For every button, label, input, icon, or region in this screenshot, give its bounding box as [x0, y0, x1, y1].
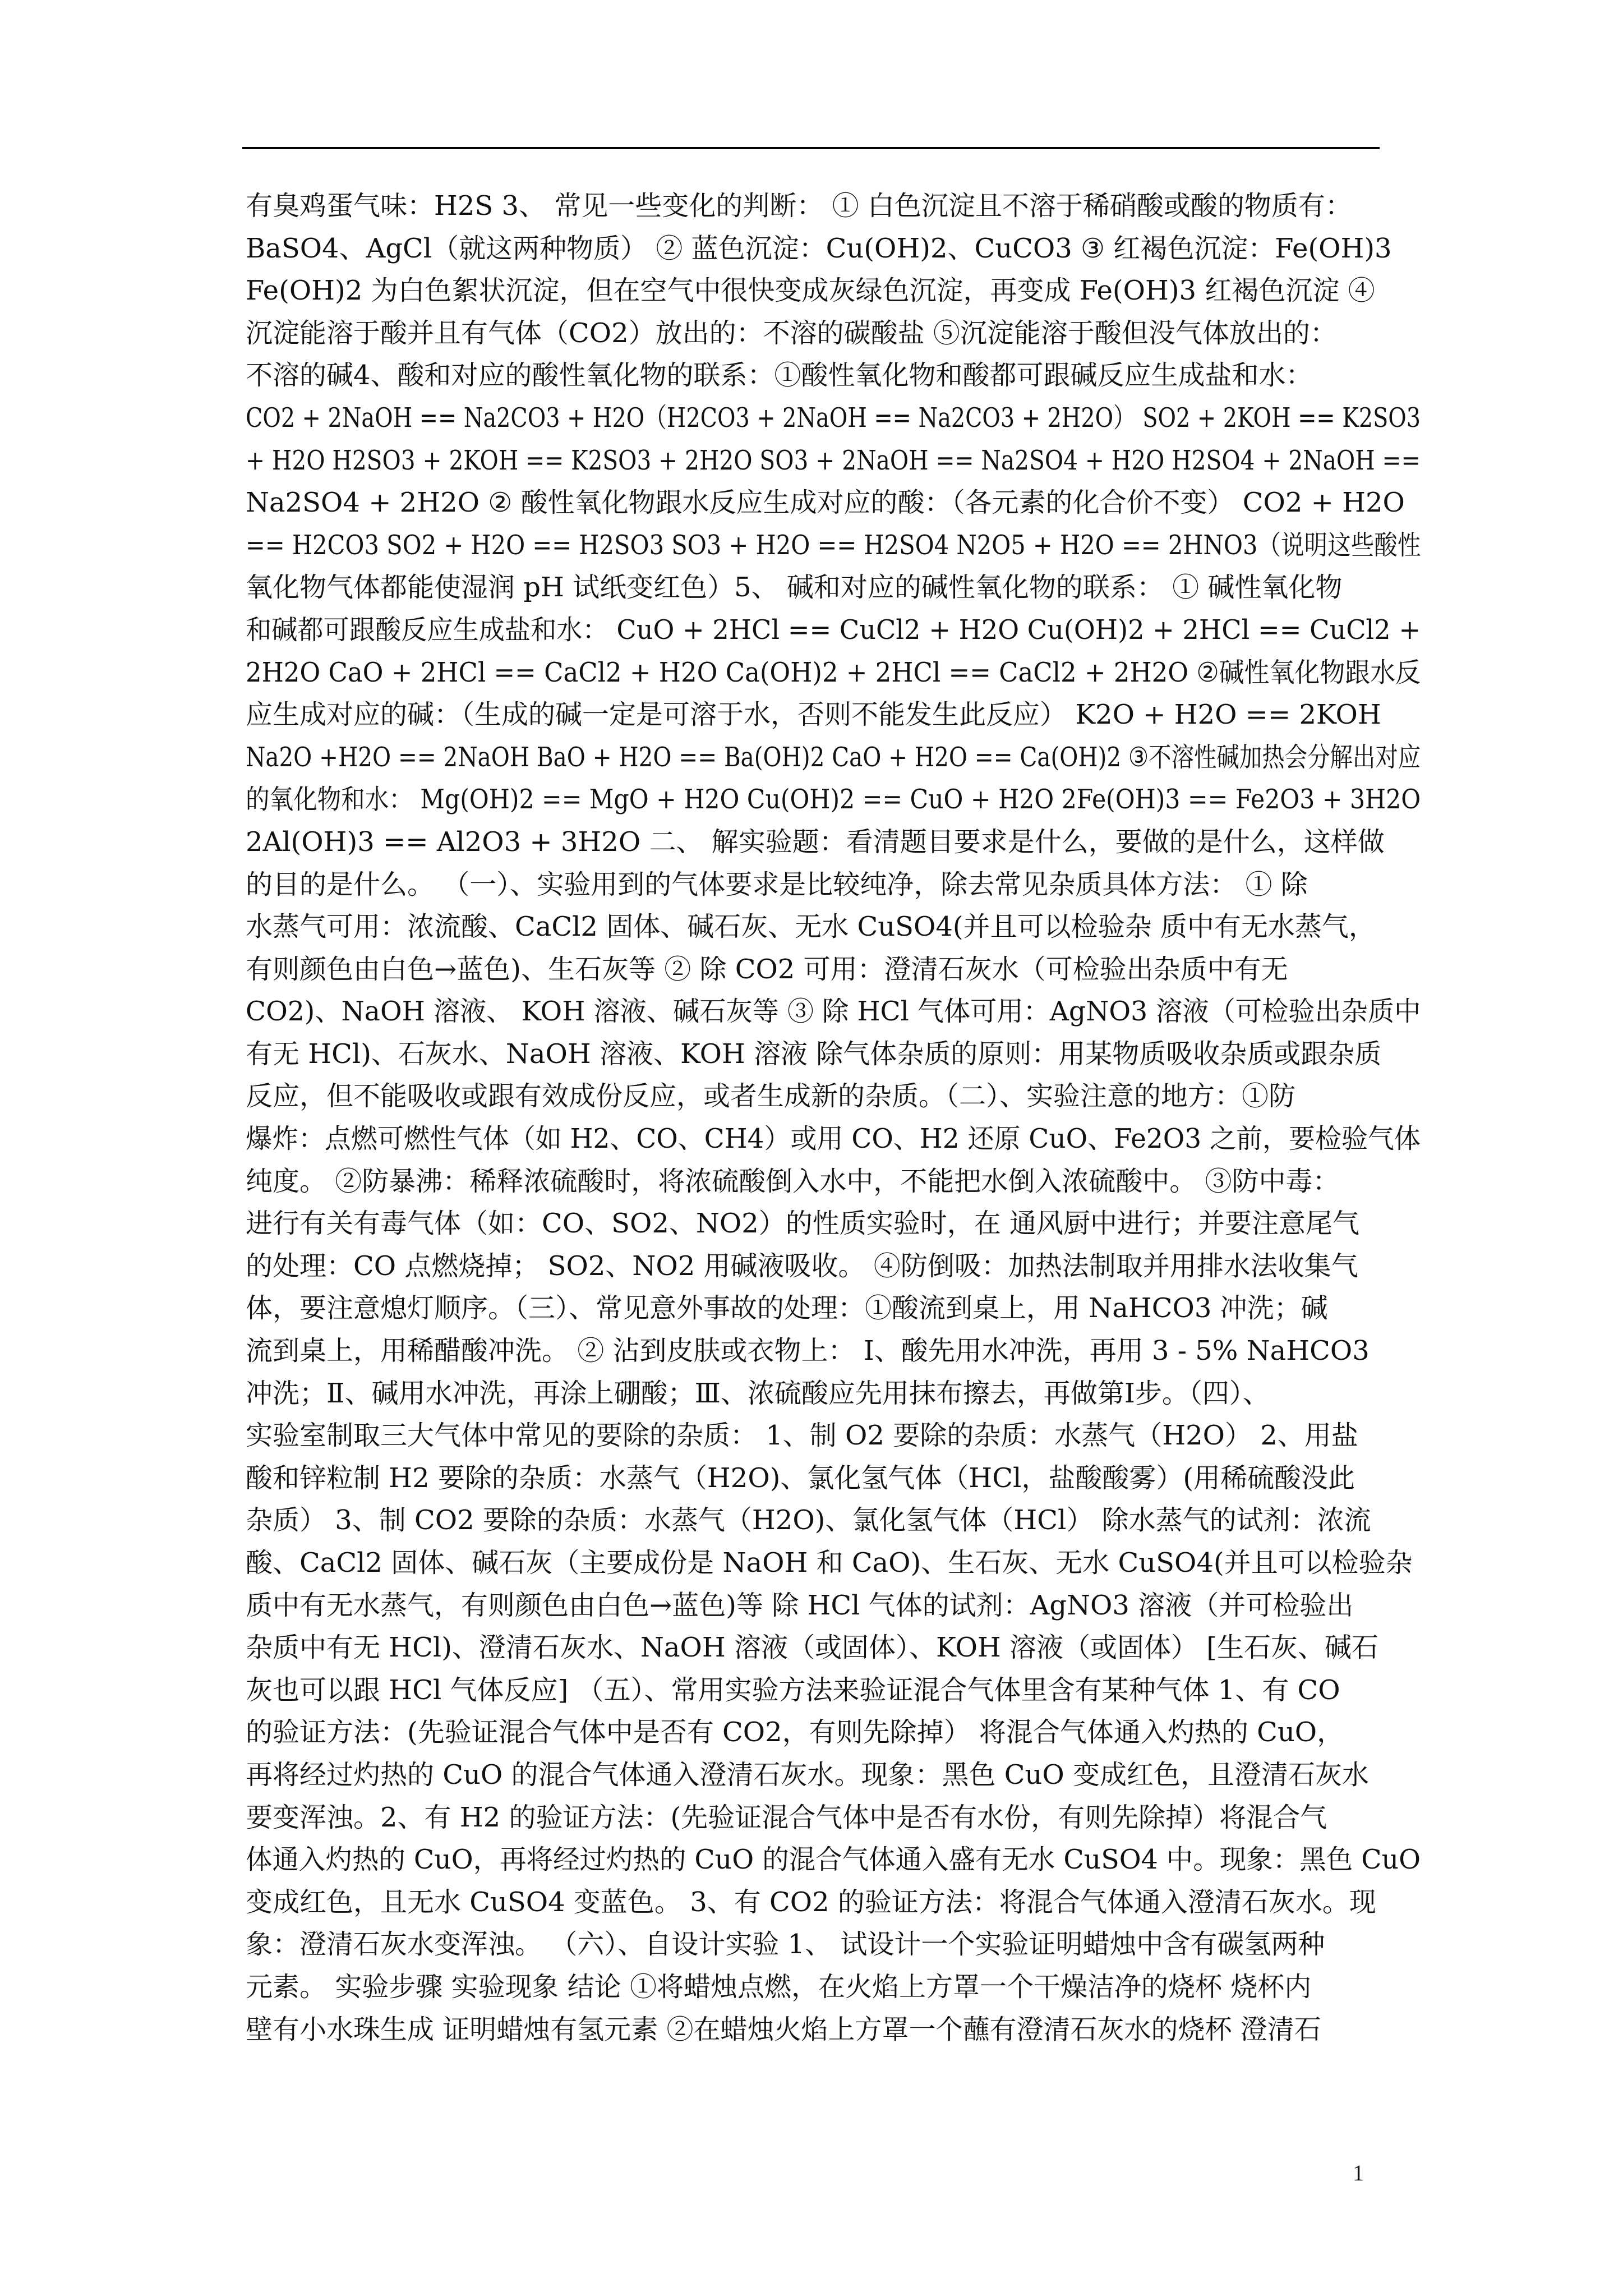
text-line: 杂质） 3、制 CO2 要除的杂质：水蒸气（H2O)、氯化氢气体（HCl） 除水蒸气的试剂：浓流 [246, 1504, 1371, 1536]
text-line: 反应，但不能吸收或跟有效成份反应，或者生成新的杂质。（二）、实验注意的地方：①防 [246, 1080, 1296, 1112]
text-line: CO2)、NaOH 溶液、 KOH 溶液、碱石灰等 ③ 除 HCl 气体可用：AgNO3 溶液（可检验出杂质中 [246, 996, 1421, 1028]
text-line: 的氧化物和水： Mg(OH)2 == MgO + H2O Cu(OH)2 == CuO + H2O 2Fe(OH)3 == Fe2O3 + 3H2O [246, 784, 1421, 816]
text-line: 2Al(OH)3 == Al2O3 + 3H2O 二、 解实验题：看清题目要求是什么，要做的是什么，这样做 [246, 826, 1385, 858]
text-line: 实验室制取三大气体中常见的要除的杂质： 1、制 O2 要除的杂质：水蒸气（H2O） 2、用盐 [246, 1420, 1358, 1452]
text-line: 流到桌上，用稀醋酸冲洗。 ② 沾到皮肤或衣物上： Ⅰ、酸先用水冲洗，再用 3 - 5% NaHCO3 [246, 1335, 1370, 1367]
text-line: 酸、CaCl2 固体、碱石灰（主要成份是 NaOH 和 CaO)、生石灰、无水 CuSO4(并且可以检验杂 [246, 1547, 1413, 1579]
text-line: 纯度。 ②防暴沸：稀释浓硫酸时，将浓硫酸倒入水中，不能把水倒入浓硫酸中。 ③防中毒： [246, 1165, 1340, 1197]
text-line: 沉淀能溶于酸并且有气体（CO2）放出的：不溶的碳酸盐 ⑤沉淀能溶于酸但没气体放出的： [246, 317, 1337, 349]
text-line: 变成红色，且无水 CuSO4 变蓝色。 3、有 CO2 的验证方法：将混合气体通入澄清石灰水。现 [246, 1886, 1376, 1918]
text-line: BaSO4、AgCl（就这两种物质） ② 蓝色沉淀：Cu(OH)2、CuCO3 ③ 红褐色沉淀：Fe(OH)3 [246, 232, 1392, 264]
page-number: 1 [1353, 2160, 1364, 2185]
text-line: 酸和锌粒制 H2 要除的杂质：水蒸气（H2O)、氯化氢气体（HCl，盐酸酸雾）(用稀硫酸没此 [246, 1462, 1355, 1494]
text-line: 体，要注意熄灯顺序。（三）、常见意外事故的处理：①酸流到桌上，用 NaHCO3 冲洗；碱 [246, 1292, 1328, 1324]
text-line: 2H2O CaO + 2HCl == CaCl2 + H2O Ca(OH)2 + 2HCl == CaCl2 + 2H2O ②碱性氧化物跟水反 [246, 656, 1421, 688]
text-line: 杂质中有无 HCl)、澄清石灰水、NaOH 溶液（或固体）、KOH 溶液（或固体） [生石灰、碱石 [246, 1632, 1379, 1664]
text-line: 的验证方法：(先验证混合气体中是否有 CO2，有则先除掉） 将混合气体通入灼热的 CuO， [246, 1717, 1344, 1749]
text-line: 和碱都可跟酸反应生成盐和水： CuO + 2HCl == CuCl2 + H2O Cu(OH)2 + 2HCl == CuCl2 + [246, 614, 1421, 646]
text-line: 壁有小水珠生成 证明蜡烛有氢元素 ②在蜡烛火焰上方罩一个蘸有澄清石灰水的烧杯 澄清石 [246, 2013, 1321, 2045]
text-line: 象：澄清石灰水变浑浊。 （六）、自设计实验 1、 试设计一个实验证明蜡烛中含有碳氢两种 [246, 1929, 1325, 1961]
body-text [246, 185, 1421, 2051]
text-line: 的目的是什么。 （一）、实验用到的气体要求是比较纯净，除去常见杂质具体方法： ① 除 [246, 868, 1308, 900]
text-line: 的处理：CO 点燃烧掉； SO2、NO2 用碱液吸收。 ④防倒吸：加热法制取并用排水法收集气 [246, 1250, 1358, 1282]
text-line: Na2SO4 + 2H2O ② 酸性氧化物跟水反应生成对应的酸：（各元素的化合价不变） CO2 + H2O [246, 487, 1405, 519]
text-line: 进行有关有毒气体（如：CO、SO2、NO2）的性质实验时，在 通风厨中进行；并要注意尾气 [246, 1208, 1360, 1240]
text-line: 要变浑浊。2、有 H2 的验证方法：(先验证混合气体中是否有水份，有则先除掉）将混合气 [246, 1801, 1327, 1833]
text-line: Fe(OH)2 为白色絮状沉淀，但在空气中很快变成灰绿色沉淀，再变成 Fe(OH)3 红褐色沉淀 ④ [246, 275, 1375, 307]
text-line: CO2 + 2NaOH == Na2CO3 + H2O（H2CO3 + 2NaOH == Na2CO3 + 2H2O） SO2 + 2KOH == K2SO3 [246, 402, 1421, 434]
text-line: 氧化物气体都能使湿润 pH 试纸变红色）5、 碱和对应的碱性氧化物的联系： ① 碱性氧化物 [246, 572, 1343, 604]
text-line: 冲洗；Ⅱ、碱用水冲洗，再涂上硼酸；Ⅲ、浓硫酸应先用抹布擦去，再做第Ⅰ步。（四）、 [246, 1377, 1270, 1409]
text-line: 元素。 实验步骤 实验现象 结论 ①将蜡烛点燃，在火焰上方罩一个干燥洁净的烧杯 烧杯内 [246, 1971, 1312, 2003]
header-rule [242, 147, 1380, 149]
text-line: 有臭鸡蛋气味：H2S 3、 常见一些变化的判断： ① 白色沉淀且不溶于稀硝酸或酸的物质有： [246, 190, 1352, 222]
text-line: 再将经过灼热的 CuO 的混合气体通入澄清石灰水。现象：黑色 CuO 变成红色，且澄清石灰水 [246, 1759, 1370, 1791]
text-line: 质中有无水蒸气，有则颜色由白色→蓝色)等 除 HCl 气体的试剂：AgNO3 溶液（并可检验出 [246, 1589, 1354, 1621]
text-line: 水蒸气可用：浓流酸、CaCl2 固体、碱石灰、无水 CuSO4(并且可以检验杂 质中有无水蒸气， [246, 911, 1376, 943]
text-line: 不溶的碱4、酸和对应的酸性氧化物的联系：①酸性氧化物和酸都可跟碱反应生成盐和水： [246, 360, 1313, 392]
text-line: 爆炸：点燃可燃性气体（如 H2、CO、CH4）或用 CO、H2 还原 CuO、Fe2O3 之前，要检验气体 [246, 1123, 1421, 1155]
text-line: 有无 HCl)、石灰水、NaOH 溶液、KOH 溶液 除气体杂质的原则：用某物质吸收杂质或跟杂质 [246, 1038, 1382, 1070]
text-line: == H2CO3 SO2 + H2O == H2SO3 SO3 + H2O == H2SO4 N2O5 + H2O == 2HNO3（说明这些酸性 [246, 529, 1421, 561]
text-line: 有则颜色由白色→蓝色)、生石灰等 ② 除 CO2 可用：澄清石灰水（可检验出杂质中有无 [246, 953, 1288, 985]
text-line: 体通入灼热的 CuO，再将经过灼热的 CuO 的混合气体通入盛有无水 CuSO4 中。现象：黑色 CuO [246, 1844, 1421, 1876]
text-line: 应生成对应的碱：（生成的碱一定是可溶于水，否则不能发生此反应） K2O + H2O == 2KOH [246, 699, 1381, 731]
text-line: 灰也可以跟 HCl 气体反应] （五）、常用实验方法来验证混合气体里含有某种气体 1、有 CO [246, 1674, 1340, 1706]
text-line: + H2O H2SO3 + 2KOH == K2SO3 + 2H2O SO3 + 2NaOH == Na2SO4 + H2O H2SO4 + 2NaOH == [246, 444, 1421, 476]
text-line: Na2O +H2O == 2NaOH BaO + H2O == Ba(OH)2 CaO + H2O == Ca(OH)2 ③不溶性碱加热会分解出对应 [246, 741, 1421, 773]
